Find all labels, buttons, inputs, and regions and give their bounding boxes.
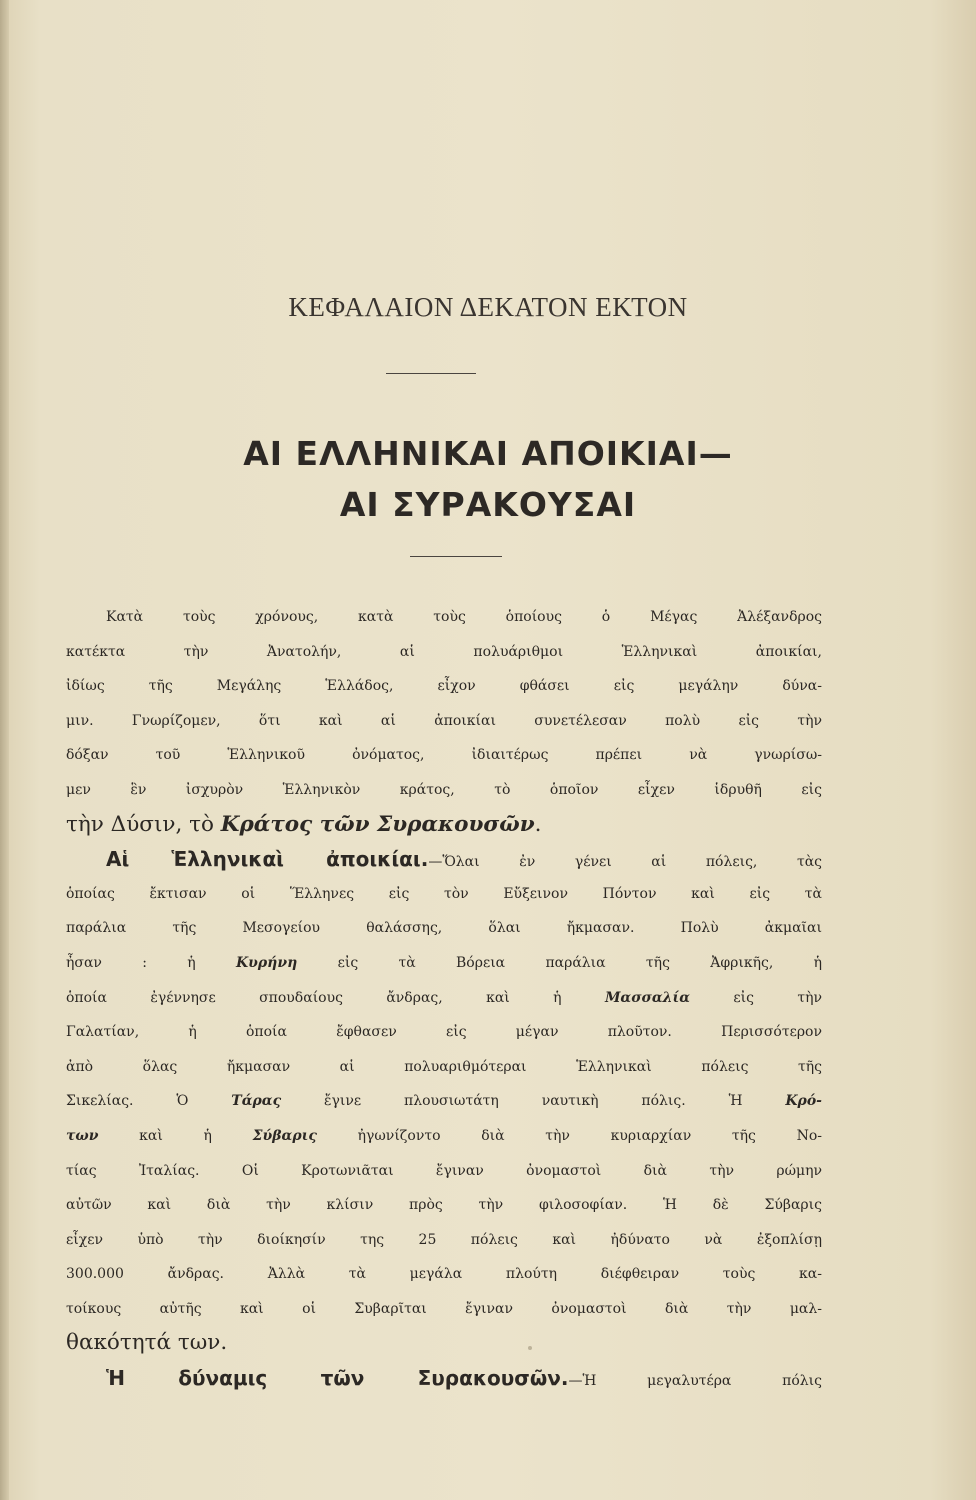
text-fragment: Σικελίας. Ὁ [66, 1093, 232, 1110]
text-line [66, 1050, 822, 1085]
text-fragment: Κατὰ τοὺς χρόνους, κατὰ τοὺς ὁποίους ὁ Μέγας Ἀλέξανδρος [106, 609, 822, 625]
text-line [66, 1084, 822, 1119]
text-line [66, 1223, 822, 1258]
text-fragment: μιν. Γνωρίζομεν, ὅτι καὶ αἱ ἀποικίαι συνετέλεσαν πολὺ εἰς τὴν [66, 712, 822, 729]
text-fragment: ἰδίως τῆς Μεγάλης Ἑλλάδος, εἶχον φθάσει εἰς μεγάλην δύνα- [66, 678, 822, 695]
text-fragment: θακότητά των. [66, 1330, 228, 1356]
text-line [66, 1015, 822, 1050]
text-line [66, 669, 822, 704]
text-line [66, 1188, 822, 1223]
text-line [66, 877, 822, 912]
text-fragment: 300.000 ἄνδρας. Ἀλλὰ τὰ μεγάλα πλούτη διέφθειραν τοὺς κα- [66, 1266, 822, 1283]
text-fragment: ἔγινε πλουσιωτάτη ναυτικὴ πόλις. Ἡ [281, 1093, 786, 1110]
text-line [66, 600, 822, 635]
text-line [66, 1361, 822, 1396]
text-fragment: εἰς τὰ Βόρεια παράλια τῆς Ἀφρικῆς, ἡ [297, 954, 822, 971]
text-line [66, 946, 822, 981]
text-line [66, 1257, 822, 1292]
text-fragment: εἶχεν ὑπὸ τὴν διοίκησίν της 25 πόλεις καὶ ἠδύνατο νὰ ἐξοπλίσῃ [66, 1231, 822, 1248]
text-fragment: εἰς τὴν [690, 989, 822, 1006]
emphasis-term: Σύβαρις [252, 1127, 317, 1144]
text-fragment: ὁποίας ἔκτισαν οἱ Ἕλληνες εἰς τὸν Εὔξεινον Πόντον καὶ εἰς τὰ [66, 885, 822, 902]
text-line [66, 773, 822, 808]
emphasis-term: Κυρήνη [235, 954, 298, 971]
chapter-title-line-1: ΑΙ ΕΛΛΗΝΙΚΑΙ ΑΠΟΙΚΙΑΙ— [243, 434, 733, 473]
text-fragment: τοίκους αὐτῆς καὶ οἱ Συβαρῖται ἔγιναν ὀνομαστοὶ διὰ τὴν μαλ- [66, 1300, 822, 1317]
text-fragment: δόξαν τοῦ Ἑλληνικοῦ ὀνόματος, ἰδιαιτέρως πρέπει νὰ γνωρίσω- [66, 747, 822, 764]
text-line [66, 981, 822, 1016]
text-fragment: παράλια τῆς Μεσογείου θαλάσσης, ὅλαι ἤκμασαν. Πολὺ ἀκμαῖαι [66, 920, 822, 937]
text-line [66, 842, 822, 877]
text-line [66, 1119, 822, 1154]
subheading: Αἱ Ἑλληνικαὶ ἀποικίαι. [106, 847, 429, 872]
text-line [66, 1154, 822, 1189]
text-fragment: τίας Ἰταλίας. Οἱ Κροτωνιᾶται ἔγιναν ὀνομαστοὶ διὰ τὴν ρώμην [66, 1162, 822, 1179]
text-fragment: αὐτῶν καὶ διὰ τὴν κλίσιν πρὸς τὴν φιλοσοφίαν. Ἡ δὲ Σύβαρις [66, 1197, 822, 1214]
text-fragment: Γαλατίαν, ἡ ὁποία ἔφθασεν εἰς μέγαν πλοῦτον. Περισσότερον [66, 1024, 822, 1041]
text-line [66, 635, 822, 670]
text-line [66, 738, 822, 773]
text-fragment: μεν ἓν ἰσχυρὸν Ἑλληνικὸν κράτος, τὸ ὁποῖον εἶχεν ἱδρυθῆ εἰς [66, 781, 822, 798]
chapter-heading: ΚΕΦΑΛΑΙΟΝ ΔΕΚΑΤΟΝ ΕΚΤΟΝ [288, 292, 688, 322]
text-fragment: ὁποία ἐγέννησε σπουδαίους ἄνδρας, καὶ ἡ [66, 989, 605, 1006]
text-fragment: κατέκτα τὴν Ἀνατολήν, αἱ πολυάριθμοι Ἑλληνικαὶ ἀποικίαι, [66, 643, 822, 660]
emphasis-term: των [66, 1127, 99, 1144]
chapter-title-line-2: ΑΙ ΣΥΡΑΚΟΥΣΑΙ [339, 485, 637, 524]
paper-speck [528, 1346, 532, 1350]
text-fragment: —Ἡ μεγαλυτέρα πόλις [568, 1373, 822, 1390]
subheading: Ἡ δύναμις τῶν Συρακουσῶν. [106, 1366, 569, 1391]
emphasis-term: Μασσαλία [604, 989, 690, 1006]
text-fragment: τὴν Δύσιν, τὸ [66, 811, 221, 837]
text-fragment: ἠγωνίζοντο διὰ τὴν κυριαρχίαν τῆς Νο- [316, 1127, 822, 1144]
text-fragment: —Ὅλαι ἐν γένει αἱ πόλεις, τὰς [428, 854, 822, 871]
text-line [66, 1292, 822, 1327]
page-left-edge [0, 0, 9, 1500]
divider-rule [410, 556, 502, 557]
text-fragment: ἦσαν : ἡ [66, 954, 236, 971]
text-fragment: καὶ ἡ [98, 1127, 253, 1144]
text-line [66, 1326, 822, 1361]
body-text [66, 600, 822, 1396]
text-line [66, 808, 822, 843]
text-fragment: ἀπὸ ὅλας ἤκμασαν αἱ πολυαριθμότεραι Ἑλληνικαὶ πόλεις τῆς [66, 1058, 822, 1075]
divider-rule [386, 373, 476, 374]
text-line [66, 704, 822, 739]
emphasis-term: Κρό- [785, 1093, 822, 1110]
emphasis-term: Τάρας [231, 1093, 282, 1110]
text-fragment: . [534, 811, 542, 837]
emphasis-term: Κράτος τῶν Συρακουσῶν [220, 811, 535, 837]
text-line [66, 911, 822, 946]
